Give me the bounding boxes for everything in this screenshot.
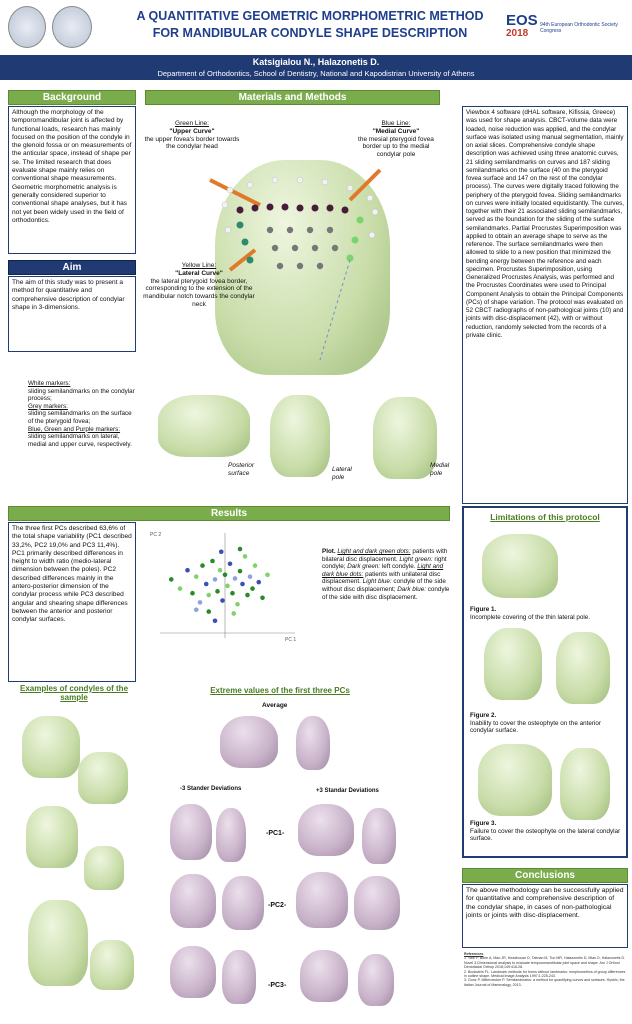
figure-1-caption: Figure 1. Incomplete covering of the thin lateral pole. <box>470 606 591 621</box>
pterygoid-fovea-markers <box>267 227 338 269</box>
pc2-minus-side <box>222 876 264 930</box>
scatter-point <box>240 582 245 587</box>
scatter-point <box>225 584 230 589</box>
scatter-point <box>210 559 215 564</box>
pc2-minus-front <box>170 874 216 928</box>
scatter-point <box>250 586 255 591</box>
pc2-plus-side <box>354 876 400 930</box>
plot-caption: Plot. Light and dark green dots: patients with bilateral disc displacement. Light green: right condyle; Dark green: left condyle. Light and dark blue dots: patients with unilateral disc displacement. Light blue: condyle of the side without disc displacement; Dark blue: condyle of the side with disc displacement. <box>322 548 450 601</box>
blue-line-annotation: Blue Line: "Medial Curve" the mesial pterygoid fovea border up to the medial condylar pole <box>358 120 434 159</box>
extreme-pcs-heading: Extreme values of the first three PCs <box>210 686 350 695</box>
scatter-point <box>194 574 199 579</box>
pc1-plus-front <box>298 804 354 856</box>
university-logo <box>8 6 46 48</box>
scatter-point <box>245 593 250 598</box>
authors: Katsigialou N., Halazonetis D. <box>252 57 380 67</box>
scatter-point <box>228 561 233 566</box>
examples-heading: Examples of condyles of the sample <box>19 684 129 702</box>
scatter-point <box>213 577 218 582</box>
references-block: References 1. Yale P, Bibre A, Mao JR, Headhouse D, Tatman M, Tun MR, Halazonetis D, Mian D, Halazonetis D. Novel 3-Dimensional analysis to evaluate temporomandibular joint space and shape. Am J Orthod Dentofacial Orthop 2016;149:416-28. 2. Bookstein FL. Landmark methods for forms without landmarks: morphometrics of group differences in outline shape. Medical Image Analysis 1997;1:225-243. 3. Gunz P, Mitteroecker P. Semilandmarks: a method for quantifying curves and surfaces. Hystrix, the Italian Journal of Mammalogy, 2013. <box>464 952 626 987</box>
scatter-point <box>223 573 228 578</box>
figure-2-caption: Figure 2. Inability to cover the osteophyte on the anterior condylar surface. <box>470 712 601 735</box>
fig2-condyle-side <box>556 632 610 704</box>
scatter-point <box>200 563 205 568</box>
pc-scatter-plot <box>150 528 300 643</box>
example-condyle-6 <box>90 940 134 990</box>
results-text: The three first PCs described 63,6% of the total shape variability (PC1 described 33,2%, PC2 19,0% and PC3 11,4%). PC1 primarily described differences in height to width ratio (medio-lateral dimension between the poles). PC2 described differences mainly in the antero-posterior dimension of the condylar process while PC3 described angular and shearing shape differences between the anterior and posterior condylar surfaces. <box>8 522 136 682</box>
fig3-condyle-front <box>478 744 552 816</box>
lateral-pole-label: Lateral pole <box>332 466 352 481</box>
pc3-minus-front <box>170 946 216 998</box>
scatter-point <box>185 568 190 573</box>
pc3-plus-front <box>300 950 348 1002</box>
scatter-point <box>235 602 240 607</box>
scatter-point <box>253 563 258 568</box>
scatter-point <box>233 576 238 581</box>
lateral-view-model <box>270 395 330 477</box>
axis-y-label: PC 2 <box>150 532 162 538</box>
pc3-label: -PC3- <box>268 982 287 989</box>
aim-heading: Aim <box>8 260 136 275</box>
medial-pole-label: Medial pole <box>430 462 450 477</box>
pc3-plus-side <box>358 954 394 1006</box>
medial-view-model <box>373 397 437 479</box>
scatter-point <box>230 591 235 596</box>
axis-x-label: PC 1 <box>285 637 297 643</box>
limitations-heading: Limitations of this protocol <box>490 512 600 522</box>
fig3-condyle-side <box>560 748 610 820</box>
scatter-point <box>178 586 183 591</box>
scatter-point <box>190 591 195 596</box>
poster-title: A QUANTITATIVE GEOMETRIC MORPHOMETRIC METHOD FOR MANDIBULAR CONDYLE SHAPE DESCRIPTION <box>136 9 484 40</box>
arrow-to-medial-curve <box>350 170 380 200</box>
green-line-annotation: Green Line: "Upper Curve" the upper fovea's border towards the condylar head <box>144 120 240 151</box>
scatter-point <box>218 568 223 573</box>
scatter-point <box>206 609 211 614</box>
medial-curve-markers <box>347 217 364 262</box>
pc1-minus-side <box>216 808 246 862</box>
author-bar <box>0 55 632 80</box>
pc1-minus-front <box>170 804 212 860</box>
example-condyle-1 <box>22 716 80 778</box>
scatter-point <box>219 550 224 555</box>
minus-3sd-label: -3 Stander Deviations <box>180 786 242 792</box>
scatter-point <box>238 569 243 574</box>
scatter-point <box>238 547 243 552</box>
eos-congress-logo: EOS 2018 94th European Orthodontic Society Congress <box>506 12 618 39</box>
scatter-point <box>169 577 174 582</box>
scatter-point <box>213 619 218 624</box>
fig2-condyle-front <box>484 628 542 700</box>
methods-heading: Materials and Methods <box>145 90 440 105</box>
pc1-plus-side <box>362 808 396 864</box>
scatter-point <box>206 593 211 598</box>
school-logo <box>52 6 92 48</box>
pc2-plus-front <box>296 872 348 928</box>
department: Department of Orthodontics, School of Dentistry, National and Kapodistrian University of Athens <box>157 69 475 78</box>
posterior-surface-label: Posterior surface <box>228 462 255 477</box>
average-shape-front <box>220 716 278 768</box>
aim-text: The aim of this study was to present a method for quantitative and comprehensive description of condylar shape in 3-dimensions. <box>8 276 136 352</box>
scatter-point <box>204 582 209 587</box>
pc1-label: -PC1- <box>266 830 285 837</box>
methods-text: Viewbox 4 software (dHAL software, Kifissia, Greece) was used for shape analysis. CBCT-volume data were loaded, noise reduction was applied, and the condylar surface was isolated using manual segmentation, mainly on axial slices. Comprehensive condyle shape description was achieved using three anatomic curves, 21 sliding semilandmarks on curves and 187 sliding semilandmarks on the surface (40 on the pterygoid fovea surface and 147 on the rest of the condylar process). The curves were digitally traced following the periphery of the pterygoid fovea. Sliding semilandmarks on curves were initially located equidistantly. The curves, together with their 21 associated sliding semilandmarks, served as the foundation for the sliding of the surface semilandmarks. Partial Procrustes Superimposition was applied to obtain an average shape to serve as the reference. The surface semilandmarks were then allowed to slide to a new position that minimized the bending energy between the reference and each specimen. Procrustes Superimposition, using Generalized Procrustes Analysis, was performed and the Procrustes Coordinates were used to Principal Component Analysis to obtain the Principal Components (PCs) of shape variation. The protocol was evaluated on 52 CBCT radiographs of non-pathological joints (10) and joints with disc-displacement (42), with or without reduction, randomly selected from the records of a private clinic. <box>462 106 628 504</box>
conclusions-text: The above methodology can be successfully applied for quantitative and comprehensive description of the condylar shape, in cases of non-pathological joints or joints with disc-displacement. <box>462 884 628 948</box>
example-condyle-2 <box>78 752 128 804</box>
example-condyle-3 <box>26 806 78 868</box>
pc2-label: -PC2- <box>268 902 287 909</box>
conclusions-heading: Conclusions <box>462 868 628 883</box>
scatter-point <box>220 598 225 603</box>
example-condyle-4 <box>84 846 124 890</box>
posterior-view-model <box>158 395 250 457</box>
scatter-point <box>198 600 203 605</box>
marker-legend: White markers: sliding semilandmarks on the condylar process; Grey markers: sliding semilandmarks on the surface of the pterygoid fovea; Blue, Green and Purple markers: sliding semilandmarks on lateral, medial and upper curve, respectively. <box>28 380 135 448</box>
average-shape-side <box>296 716 330 770</box>
fig1-condyle <box>482 534 558 598</box>
background-text: Although the morphology of the temporomandibular joint is affected by functional loads, research has mainly focused on the position of the condyle in the glenoid fossa or on measurements of the anticular space, instead of shape per se. The limited research that does evaluate shape mainly relies on conventional shape measurements. Geometric morphometric analysis is generally considered superior to conventional shape analyses, but it has not yet been widely used in the field of orthodontics. <box>8 106 136 254</box>
average-label: Average <box>262 702 288 709</box>
scatter-point <box>231 611 236 616</box>
results-heading: Results <box>8 506 450 521</box>
scatter-point <box>194 607 199 612</box>
background-heading: Background <box>8 90 136 105</box>
yellow-line-annotation: Yellow Line: "Lateral Curve" the lateral pterygoid fovea border, corresponding to the extension of the mandibular notch towards the condylar neck <box>143 262 255 308</box>
scatter-point <box>256 580 261 585</box>
scatter-point <box>260 596 265 601</box>
plus-3sd-label: +3 Standar Deviations <box>316 788 379 794</box>
pc3-minus-side <box>222 950 256 1004</box>
example-condyle-5 <box>28 900 88 986</box>
figure-3-caption: Figure 3. Failure to cover the osteophyte on the lateral condylar surface. <box>470 820 621 843</box>
scatter-point <box>243 554 248 559</box>
scatter-point <box>265 573 270 578</box>
upper-curve-markers <box>237 204 349 214</box>
scatter-point <box>248 574 253 579</box>
scatter-point <box>215 589 220 594</box>
